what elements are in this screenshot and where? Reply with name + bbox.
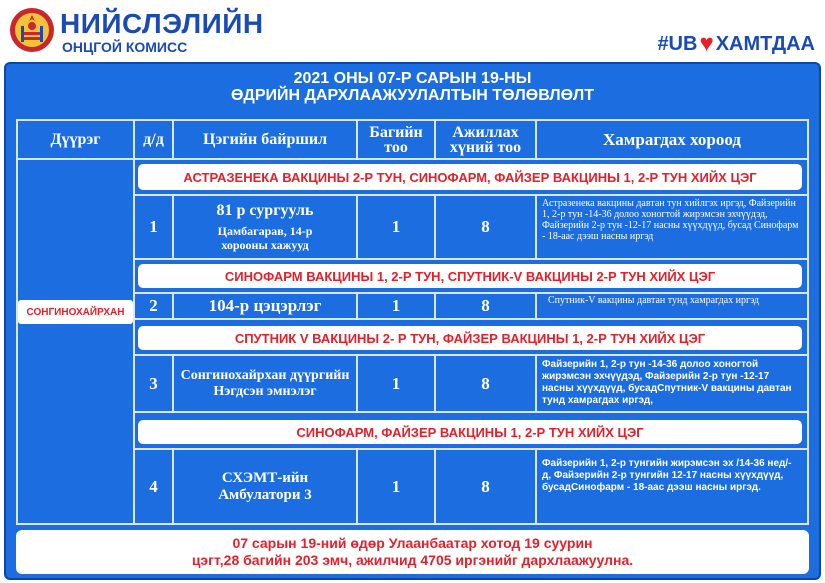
row-number: 4: [149, 476, 158, 496]
grid-line: [135, 258, 809, 260]
khoroo-note: Файзерийн 1, 2-р тунгийн жирэмсэн эх /14-36 нед/-д, Файзерийн 2-р тунгийн 12-17 насны хүүхдүүд, бусадСинофарм - 18-аас дээш насны иргэд.: [542, 458, 792, 493]
summary-footer: [16, 530, 809, 574]
location-name: 81 р сургууль: [216, 202, 314, 219]
campaign-tagline: [657, 30, 815, 58]
grid-line: [535, 292, 537, 320]
khoroo-note: Спутник-V вакцины давтан тунд хамрагдах иргэд: [548, 295, 759, 306]
people-cell: 8: [481, 373, 490, 393]
group-banner: АСТРАЗЕНЕКА ВАКЦИНЫ 2-Р ТУН, СИНОФАРМ, ФАЙЗЕР ВАКЦИНЫ 1, 2-Р ТУН ХИЙХ ЦЭГ: [138, 164, 802, 190]
people-cell: 8: [481, 217, 490, 236]
footer-line2: цэгт,28 багийн 203 эмч, ажилчид 4705 иргэнийг дархлаажуулна.: [191, 552, 634, 568]
title-line2: ӨДРИЙН ДАРХЛААЖУУЛАЛТЫН ТӨЛӨВЛӨЛТ: [230, 87, 595, 104]
title-line1: 2021 ОНЫ 07-Р САРЫН 19-НЫ: [293, 70, 532, 87]
teams-cell: 1: [391, 296, 401, 315]
location-name: Сонгинохайрхан дүүргийн Нэгдсэн эмнэлэг: [180, 367, 350, 399]
grid-line: [16, 523, 809, 525]
org-name-line1: НИЙСЛЭЛИЙН: [60, 8, 264, 39]
col-header-location: Цэгийн байршил: [202, 131, 328, 148]
row-number: 1: [149, 217, 158, 236]
col-header-district: Дүүрэг: [50, 131, 101, 148]
tagline-prefix: #UB: [657, 32, 698, 55]
group-banner: СПУТНИК V ВАКЦИНЫ 2- Р ТУН, ФАЙЗЕР ВАКЦИНЫ 1, 2-Р ТУН ХИЙХ ЦЭГ: [138, 326, 802, 350]
location-name: 104-р цэцэрлэг: [208, 296, 322, 315]
location-cell: [174, 198, 356, 256]
teams-cell: 1: [391, 476, 401, 496]
teams-cell: 1: [391, 217, 401, 236]
page-title: [0, 70, 825, 104]
row-number: 2: [149, 296, 158, 315]
grid-line: [135, 318, 809, 320]
grid-line: [807, 119, 809, 525]
footer-line1: 07 сарын 19-ний өдөр Улаанбаатар хотод 19 суурин: [232, 535, 593, 551]
khoroo-note: Астразенека вакцины давтан тун хийлгэх иргэд, Файзерийн 1, 2-р тун -14-36 долоо хоногтой жирэмсэн эхчүүдэд, Файзерийн 2-р тун -12-17 насны хүүхдүүд, бусад Синофарм - 18-аас дээш насны иргэд: [542, 198, 799, 242]
grid-line: [535, 448, 537, 525]
tagline-suffix: ХАМТДАА: [715, 32, 815, 55]
location-sub: Цамбагарав, 14-р хорооны хажууд: [217, 224, 313, 252]
group-banner: СИНОФАРМ ВАКЦИНЫ 1, 2-Р ТУН, СПУТНИК-V ВАКЦИНЫ 2-Р ТУН ХИЙХ ЦЭГ: [138, 264, 802, 288]
grid-line: [535, 194, 537, 260]
grid-line: [535, 354, 537, 413]
soyombo-emblem-icon: [8, 6, 56, 54]
row-number: 3: [149, 373, 158, 393]
khoroo-note: Файзерийн 1, 2-р тун -14-36 долоо хоногтой жирэмсэн эхчүүдэд, Файзерийн 2-р тун -12-17 насны хүүхдүүд, бусадСпутник-V вакцины давтан тунд хамрагдах иргэд,: [542, 359, 792, 406]
heart-icon: ♥: [699, 30, 714, 57]
district-label: СОНГИНОХАЙРХАН: [18, 300, 133, 324]
grid-line: [135, 411, 809, 413]
location-name: СХЭМТ-ийн Амбулатори 3: [218, 469, 312, 503]
col-header-num: д/д: [143, 131, 164, 148]
grid-line: [172, 354, 174, 413]
people-cell: 8: [481, 296, 490, 315]
col-header-khoroo: Хамрагдах хороод: [603, 130, 741, 149]
col-header-teams: Багийн тоо: [369, 123, 423, 156]
teams-cell: 1: [391, 373, 401, 393]
col-header-people: Ажиллах хүний тоо: [449, 123, 522, 156]
group-banner: СИНОФАРМ, ФАЙЗЕР ВАКЦИНЫ 1, 2-Р ТУН ХИЙХ ЦЭГ: [138, 420, 802, 444]
people-cell: 8: [481, 476, 490, 496]
grid-line: [172, 448, 174, 525]
org-name-line2: ОНЦГОЙ КОМИСС: [62, 39, 188, 55]
